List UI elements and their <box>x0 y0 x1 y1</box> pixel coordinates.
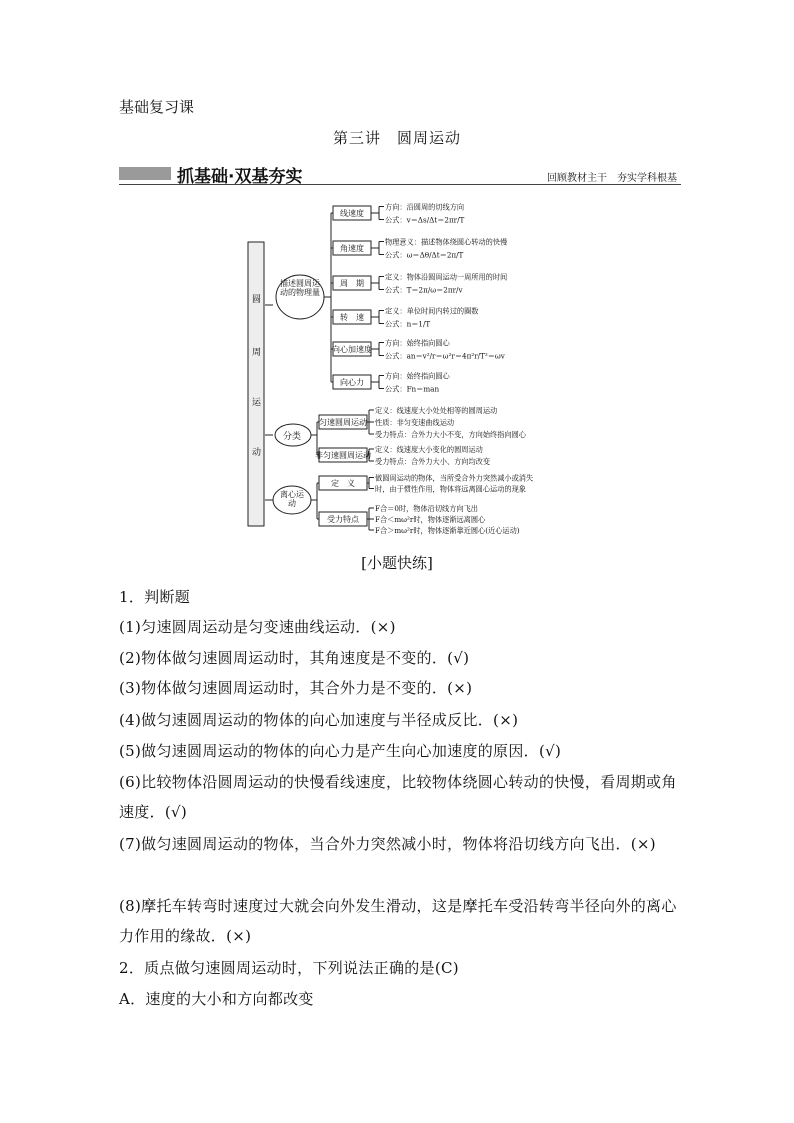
mindmap-leaf-text: 公式：v＝Δs/Δt＝2πr/T <box>385 215 465 225</box>
group1-label-wrap <box>278 279 322 315</box>
question-line: (8)摩托车转弯时速度过大就会向外发生滑动，这是摩托车受沿转弯半径向外的离心力作用的缘故．(×) <box>119 897 677 945</box>
mindmap-node-label: 定 义 <box>331 479 355 488</box>
mindmap-svg <box>245 190 555 542</box>
mindmap-leaf-text: 做圆周运动的物体，当所受合外力突然减小或消失 <box>375 473 534 483</box>
banner-subtitle: 回顾教材主干 夯实学科根基 <box>547 173 677 184</box>
question-line: 1．判断题 <box>119 588 191 606</box>
mindmap-leaf-text: 定义：线速度大小变化的圆周运动 <box>375 445 483 454</box>
mindmap-connector <box>371 277 379 290</box>
mindmap-connector <box>371 343 379 356</box>
mindmap-connector <box>371 376 379 389</box>
mindmap-leaf-text: 定义：单位时间内转过的圈数 <box>385 306 479 316</box>
mindmap-leaf-text: 物理意义：描述物体绕圆心转动的快慢 <box>385 237 508 247</box>
mindmap-leaf-text: 受力特点：合外力大小、方向均改变 <box>375 457 491 466</box>
course-label: 基础复习课 <box>119 98 195 116</box>
question-line: A．速度的大小和方向都改变 <box>119 990 314 1008</box>
mindmap-node-label: 角速度 <box>340 244 364 253</box>
mindmap-leaf-text: F合＞mω²r时，物体逐渐靠近圆心(近心运动) <box>375 526 520 535</box>
question-line: (5)做匀速圆周运动的物体的向心力是产生向心加速度的原因．(√) <box>119 742 562 760</box>
question-line: (6)比较物体沿圆周运动的快慢看线速度，比较物体绕圆心转动的快慢，看周期或角速度．(√) <box>119 773 677 821</box>
mindmap-leaf-text: 受力特点：合外力大小不变，方向始终指向圆心 <box>375 430 526 439</box>
group2-label: 分类 <box>283 432 302 442</box>
root-char: 圆 <box>252 295 262 305</box>
mindmap-leaf-text: 公式：Fn＝man <box>385 384 440 394</box>
mindmap-leaf-text: 公式：T＝2π/ω＝2πr/v <box>385 285 463 295</box>
mindmap-leaf-text: 时，由于惯性作用，物体将远离圆心运动的现象 <box>375 484 526 494</box>
mindmap-leaf-text: 性质：非匀变速曲线运动 <box>375 418 455 427</box>
mindmap-node-label: 周 期 <box>340 279 364 288</box>
group3-label: 离心运动 <box>280 490 304 508</box>
mindmap-node-label: 线速度 <box>340 209 364 218</box>
banner-title: 抓基础·双基夯实 <box>177 167 303 187</box>
root-char: 运 <box>252 398 262 408</box>
question-line: (3)物体做匀速圆周运动时，其合外力是不变的．(×) <box>119 679 473 697</box>
mindmap-connector <box>367 508 369 530</box>
question-line: (2)物体做匀速圆周运动时，其角速度是不变的．(√) <box>119 649 470 667</box>
lecture-title: 第三讲 圆周运动 <box>332 129 461 147</box>
mindmap-node-label: 向心力 <box>340 378 364 387</box>
question-line: (1)匀速圆周运动是匀变速曲线运动．(×) <box>119 618 396 636</box>
mindmap-leaf-text: 方向：始终指向圆心 <box>385 371 450 381</box>
section-banner <box>119 162 681 185</box>
group3-label-wrap <box>277 490 307 512</box>
mindmap-leaf-text: 定义：物体沿圆周运动一周所用的时间 <box>385 272 508 282</box>
question-line: (7)做匀速圆周运动的物体，当合外力突然减小时，物体将沿切线方向飞出．(×) <box>119 835 656 853</box>
mindmap-node-label: 向心加速度 <box>332 345 372 354</box>
mindmap-leaf-text: F合＝0时，物体沿切线方向飞出 <box>375 504 478 513</box>
mindmap-node-label: 非匀速圆周运动 <box>315 451 371 460</box>
mindmap-leaf-text: 公式：ω＝Δθ/Δt＝2π/T <box>385 250 464 260</box>
mindmap-connector <box>371 242 379 255</box>
mindmap <box>245 190 555 542</box>
mindmap-connector <box>367 410 369 434</box>
question-line: (4)做匀速圆周运动的物体的向心加速度与半径成反比．(×) <box>119 711 519 729</box>
mindmap-connector <box>371 207 379 220</box>
mindmap-leaf-text: 定义：线速度大小处处相等的圆周运动 <box>375 406 498 415</box>
mindmap-node-label: 转 速 <box>340 313 364 322</box>
mindmap-connector <box>371 311 379 324</box>
mindmap-leaf-text: F合＜mω²r时，物体逐渐远离圆心 <box>375 515 486 524</box>
mindmap-node-label: 匀速圆周运动 <box>319 418 367 427</box>
mindmap-leaf-text: 方向：始终指向圆心 <box>385 338 450 348</box>
root-char: 动 <box>252 448 262 458</box>
mindmap-leaf-text: 方向：沿圆周的切线方向 <box>385 202 465 212</box>
banner-bar <box>119 167 171 180</box>
mindmap-node-label: 受力特点 <box>327 515 359 524</box>
root-char: 周 <box>252 348 262 358</box>
question-line: 2．质点做匀速圆周运动时，下列说法正确的是(C) <box>119 959 459 977</box>
mindmap-leaf-text: 公式：n＝1/T <box>385 319 431 329</box>
mindmap-leaf-text: 公式：an＝v²/r＝ω²r＝4π²r/T²＝ωv <box>385 351 505 361</box>
group1-label: 描述圆周运动的物理量 <box>280 279 320 297</box>
drill-title: [小题快练] <box>361 554 433 572</box>
